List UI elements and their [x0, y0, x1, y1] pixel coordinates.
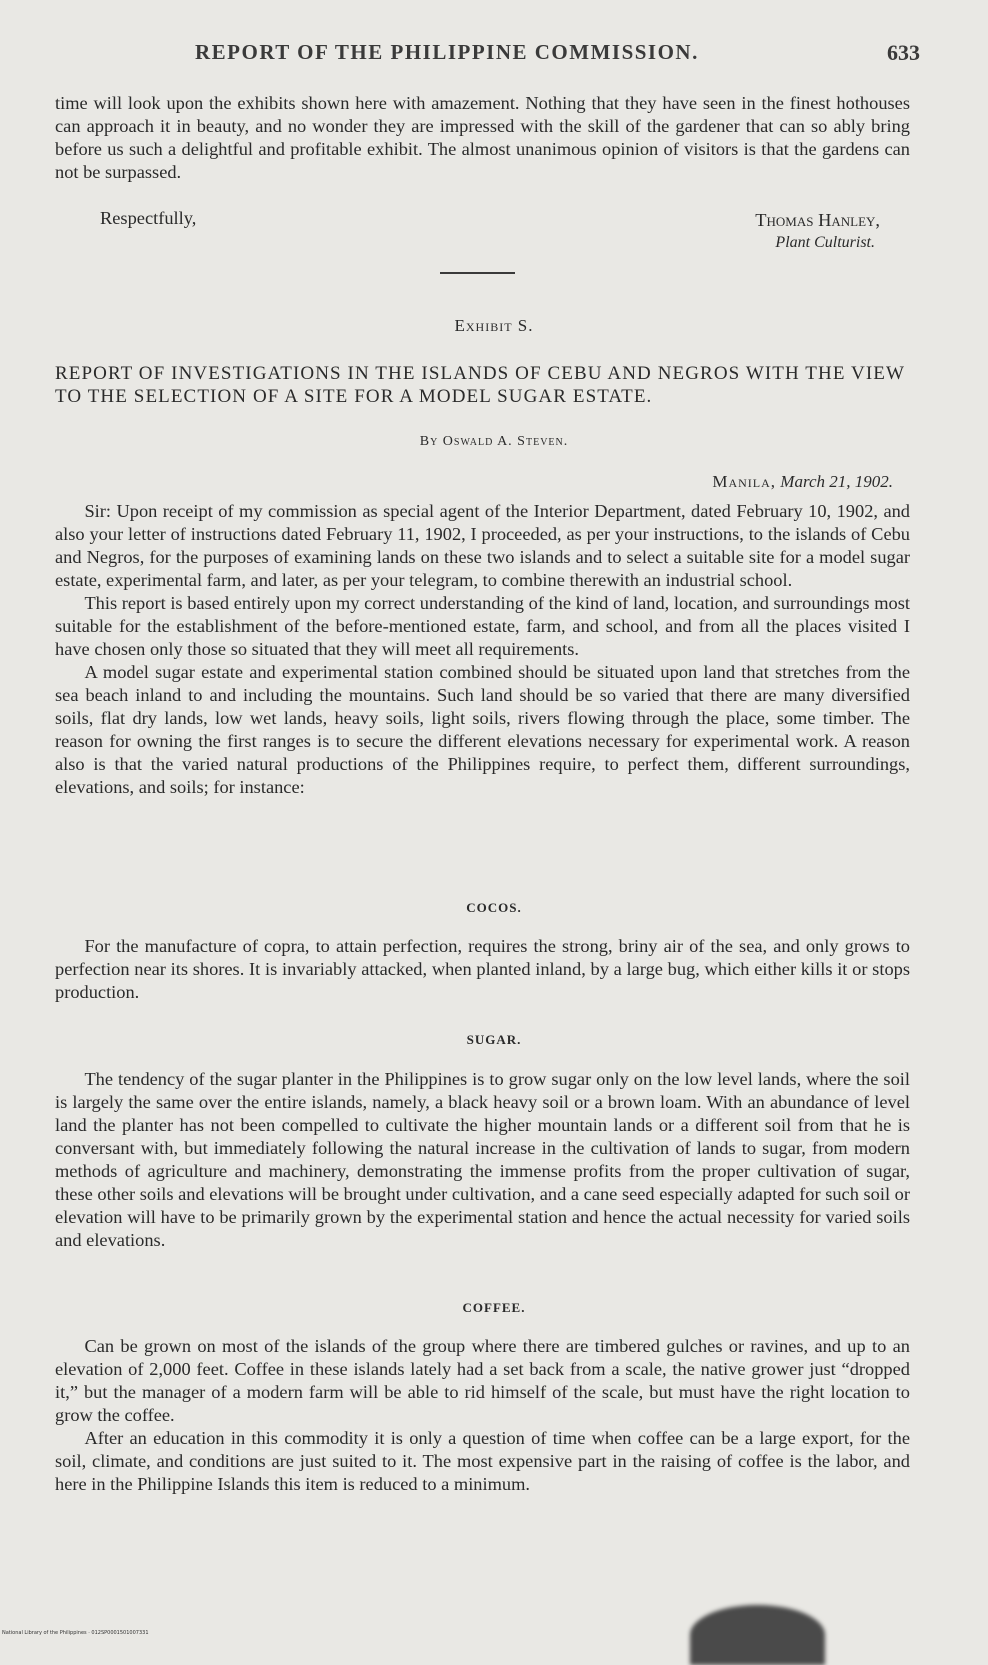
dateline-place: Manila, [712, 472, 777, 491]
closing-salutation: Respectfully, [100, 208, 197, 228]
coffee-section [55, 1335, 910, 1496]
page-header [50, 40, 920, 70]
paragraph: After an education in this commodity it is only a question of time when coffee can be a large export, for the soil, climate, and conditions are just suited to it. The most expensive part in the raising of coffee is the labor, and here in the Philippine Islands this item is reduced to a minimum. [55, 1428, 910, 1494]
scan-shadow [690, 1605, 825, 1665]
dateline [712, 472, 893, 492]
letter-closing-paragraph [55, 92, 910, 184]
cocos-section [55, 935, 910, 1004]
section-heading-coffee: COFFEE. [462, 1300, 526, 1315]
section-heading-sugar: SUGAR. [466, 1032, 522, 1047]
page-number: 633 [887, 40, 920, 65]
paragraph: This report is based entirely upon my correct understanding of the kind of land, location, and surroundings most suitable for the establishment of the before-mentioned estate, farm, and school, and from all the places visited I have chosen only those so situated that they will meet all requirements. [55, 593, 910, 659]
scan-source-footer: National Library of the Philippines · 012SP0001501007331 [2, 1630, 149, 1636]
signer-title: Plant Culturist. [775, 234, 875, 251]
paragraph: For the manufacture of copra, to attain perfection, requires the strong, briny air of the sea, and only grows to perfection near its shores. It is invariably attacked, when planted inland, by a large bug, which either kills it or stops production. [55, 936, 910, 1002]
sugar-section [55, 1068, 910, 1252]
intro-text [55, 500, 910, 799]
paragraph: Can be grown on most of the islands of the group where there are timbered gulches or ravines, and up to an elevation of 2,000 feet. Coffee in these islands lately had a set back from a scale, the native grower just “dropped it,” but the manager of a modern farm will be able to rid himself of the scale, but must have the right location to grow the coffee. [55, 1336, 910, 1425]
signature-block [55, 208, 910, 260]
dateline-date: March 21, 1902. [780, 472, 893, 491]
section-heading-cocos: COCOS. [466, 900, 522, 915]
paragraph: The tendency of the sugar planter in the Philippines is to grow sugar only on the low level lands, where the soil is largely the same over the entire islands, namely, a black heavy soil or a brown loam. With an abundance of level land the planter has not been compelled to cultivate the higher mountain lands or a different soil from that he is conversant with, but immediately following the natural increase in the cultivation of lands to sugar, from modern methods of agriculture and machinery, demonstrating the immense profits from the proper cultivation of sugar, these other soils and elevations will be brought under cultivation, and a cane seed especially adapted for such soil or elevation will have to be primarily grown by the experimental station and hence the actual necessity for varied soils and elevations. [55, 1069, 910, 1250]
paragraph: Sir: Upon receipt of my commission as special agent of the Interior Department, dated February 10, 1902, and also your letter of instructions dated February 11, 1902, I proceeded, as per your instructions, to the islands of Cebu and Negros, for the purposes of examining lands on these two islands and to select a suitable site for a model sugar estate, experimental farm, and later, as per your telegram, to combine therewith an industrial school. [55, 501, 910, 590]
signer-name: Thomas Hanley, [755, 210, 880, 230]
paragraph: time will look upon the exhibits shown here with amazement. Nothing that they have seen in the finest hothouses can approach it in beauty, and no wonder they are impressed with the skill of the gardener that can so ably bring before us such a delightful and profitable exhibit. The almost unanimous opinion of visitors is that the gardens can not be surpassed. [55, 93, 910, 182]
section-divider [440, 272, 515, 274]
exhibit-label: Exhibit S. [454, 316, 534, 335]
paragraph: A model sugar estate and experimental station combined should be situated upon land that stretches from the sea beach inland to and including the mountains. Such land should be so varied that there are many diversified soils, flat dry lands, low wet lands, heavy soils, light soils, rivers flowing through the place, some timber. The reason for owning the first ranges is to secure the different elevations necessary for experimental work. A reason also is that the varied natural productions of the Philippines require, to perfect them, different surroundings, elevations, and soils; for instance: [55, 662, 910, 797]
report-title: REPORT OF INVESTIGATIONS IN THE ISLANDS OF CEBU AND NEGROS WITH THE VIEW TO THE SELECTION OF A SITE FOR A MODEL SUGAR ESTATE. [55, 363, 905, 407]
running-head: REPORT OF THE PHILIPPINE COMMISSION. [195, 40, 699, 64]
byline: By Oswald A. Steven. [419, 434, 569, 449]
